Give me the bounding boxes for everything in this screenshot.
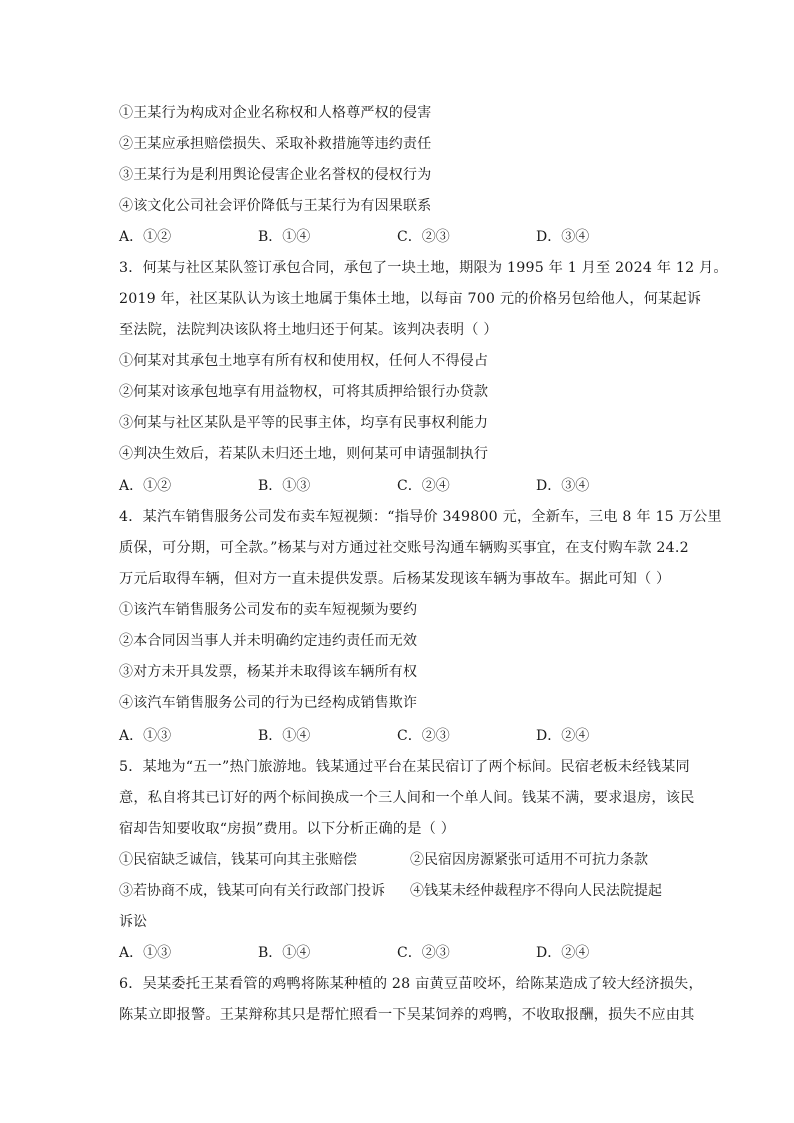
q4-item-2: ②本合同因当事人并未明确约定违约责任而无效 (119, 633, 418, 649)
q3-item-1: ①何某对其承包土地享有所有权和使用权，任何人不得侵占 (119, 353, 489, 369)
q2-item-2: ②王某应承担赔偿损失、采取补救措施等违约责任 (119, 136, 432, 152)
q5-option-a: A．①③ (119, 945, 172, 961)
q4-item-4: ④该汽车销售服务公司的行为已经构成销售欺诈 (119, 695, 418, 711)
q5-stem-line-2: 意，私自将其已订好的两个标间换成一个三人间和一个单人间。钱某不满，要求退房，该民 (119, 790, 695, 806)
q3-item-2: ②何某对该承包地享有用益物权，可将其质押给银行办贷款 (119, 384, 489, 400)
q3-stem-line-2: 2019 年，社区某队认为该土地属于集体土地，以每亩 700 元的价格另包给他人，何某起诉 (119, 291, 702, 307)
q4-option-a: A．①③ (119, 728, 172, 744)
q2-item-1: ①王某行为构成对企业名称权和人格尊严权的侵害 (119, 105, 432, 121)
q3-item-3: ③何某与社区某队是平等的民事主体，均享有民事权利能力 (119, 415, 489, 431)
q4-stem-line-2: 质保，可分期，可全款。”杨某与对方通过社交账号沟通车辆购买事宜，在支付购车款 24.2 (119, 540, 689, 556)
q2-item-4: ④该文化公司社会评价降低与王某行为有因果联系 (119, 198, 432, 214)
q5-stem-line-1: 5．某地为“五一”热门旅游地。钱某通过平台在某民宿订了两个标间。民宿老板未经钱某同 (119, 759, 690, 775)
q2-option-d: D．③④ (536, 229, 590, 245)
q3-option-c: C．②④ (397, 478, 450, 494)
q2-option-b: B．①④ (258, 229, 311, 245)
q4-option-d: D．②④ (536, 728, 590, 744)
q4-item-3: ③对方未开具发票，杨某并未取得该车辆所有权 (119, 664, 418, 680)
q6-stem-line-1: 6．吴某委托王某看管的鸡鸭将陈某种植的 28 亩黄豆苗咬坏，给陈某造成了较大经济损失， (119, 976, 703, 992)
q5-stem-line-3: 宿却告知要收取“房损”费用。以下分析正确的是（ ） (119, 821, 456, 837)
q5-item-4: ④钱某未经仲裁程序不得向人民法院提起 (410, 883, 662, 899)
q5-item-1: ①民宿缺乏诚信，钱某可向其主张赔偿 (119, 852, 357, 868)
q4-option-b: B．①④ (258, 728, 311, 744)
q5-option-d: D．②④ (536, 945, 590, 961)
q4-item-1: ①该汽车销售服务公司发布的卖车短视频为要约 (119, 602, 418, 618)
q2-option-a: A．①② (119, 229, 172, 245)
q5-option-c: C．②③ (397, 945, 450, 961)
q3-item-4: ④判决生效后，若某队未归还土地，则何某可申请强制执行 (119, 446, 489, 462)
q3-option-a: A．①② (119, 478, 172, 494)
q5-option-b: B．①④ (258, 945, 311, 961)
q4-option-c: C．②③ (397, 728, 450, 744)
q5-item-4-continued: 诉讼 (119, 914, 147, 930)
q3-stem-line-1: 3．何某与社区某队签订承包合同，承包了一块土地，期限为 1995 年 1 月至 2024 年 12 月。 (119, 260, 728, 276)
q2-item-3: ③王某行为是利用舆论侵害企业名誉权的侵权行为 (119, 167, 432, 183)
q5-item-3: ③若协商不成，钱某可向有关行政部门投诉 (119, 883, 385, 899)
q6-stem-line-2: 陈某立即报警。王某辩称其只是帮忙照看一下吴某饲养的鸡鸭，不收取报酬，损失不应由其 (119, 1007, 695, 1023)
q4-stem-line-1: 4．某汽车销售服务公司发布卖车短视频：“指导价 349800 元，全新车，三电 8 年 15 万公里 (119, 509, 722, 525)
q5-item-2: ②民宿因房源紧张可适用不可抗力条款 (410, 852, 648, 868)
q3-option-b: B．①③ (258, 478, 311, 494)
q3-option-d: D．③④ (536, 478, 590, 494)
q3-stem-line-3: 至法院，法院判决该队将土地归还于何某。该判决表明（ ） (119, 322, 498, 338)
q2-option-c: C．②③ (397, 229, 450, 245)
q4-stem-line-3: 万元后取得车辆，但对方一直未提供发票。后杨某发现该车辆为事故车。据此可知（ ） (119, 571, 671, 587)
